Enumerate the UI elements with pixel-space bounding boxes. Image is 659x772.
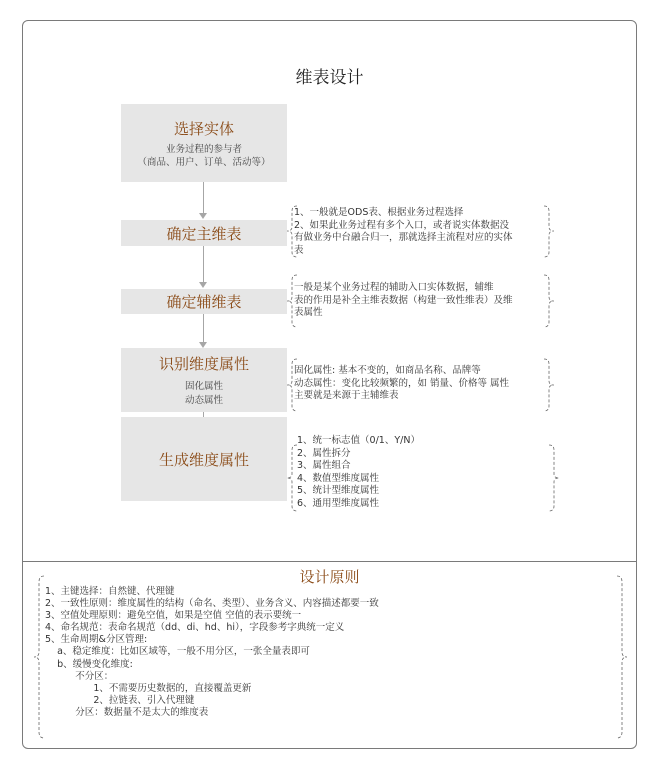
principle-line: a、稳定维度：比如区域等，一般不用分区，一张全量表即可 bbox=[45, 646, 310, 658]
step-sub: 固化属性 bbox=[184, 380, 223, 392]
step-title: 生成维度属性 bbox=[158, 450, 249, 469]
step-sub: 动态属性 bbox=[184, 394, 223, 406]
note-line: 6、通用型维度属性 bbox=[297, 497, 380, 509]
note-identify-attributes bbox=[294, 365, 509, 403]
connector-2 bbox=[203, 246, 204, 283]
note-line: 固化属性: 基本不变的，如商品名称、品牌等 bbox=[294, 365, 481, 376]
note-line: 表 bbox=[294, 244, 304, 256]
step-title: 选择实体 bbox=[173, 119, 234, 138]
step-title: 确定主维表 bbox=[166, 224, 242, 243]
principle-line: b、缓慢变化维度: bbox=[45, 658, 133, 670]
principle-line: 1、主键选择：自然键、代理键 bbox=[45, 586, 175, 597]
note-line: 1、一般就是ODS表、根据业务过程选择 bbox=[294, 207, 464, 218]
note-line: 表属性 bbox=[294, 307, 323, 318]
step-title: 确定辅维表 bbox=[166, 293, 242, 311]
note-line: 2、如果此业务过程有多个入口，或者说实体数据没 bbox=[294, 219, 510, 231]
note-line: 1、统一标志值（0/1、Y/N） bbox=[297, 435, 420, 446]
principles-list bbox=[45, 586, 379, 719]
step-main-dimension bbox=[121, 220, 287, 246]
note-line: 3、属性组合 bbox=[297, 460, 351, 471]
principle-line: 分区：数据量不是太大的维度表 bbox=[45, 706, 209, 718]
arrowhead-1 bbox=[199, 213, 207, 219]
principles-title: 设计原则 bbox=[299, 568, 360, 586]
note-line: 有做业务中台融合归一，那就选择主流程对应的实体 bbox=[294, 232, 513, 243]
connector-3 bbox=[203, 314, 204, 343]
connector-1 bbox=[203, 182, 204, 214]
note-line: 4、数值型维度属性 bbox=[297, 472, 380, 484]
principle-line: 4、命名规范：表命名规范（dd、di、hd、hi），字段参考字典统一定义 bbox=[45, 622, 345, 634]
note-aux-dimension bbox=[294, 282, 513, 320]
note-line: 一般是某个业务过程的辅助入口实体数据，辅维 bbox=[294, 282, 494, 293]
principle-line: 5、生命周期&分区管理: bbox=[45, 634, 148, 646]
step-select-entity bbox=[121, 104, 287, 182]
note-line: 2、属性拆分 bbox=[297, 447, 351, 459]
step-generate-attributes bbox=[121, 417, 287, 501]
note-line: 主要就是来源于主辅维表 bbox=[294, 390, 399, 401]
principle-line: 3、空值处理原则：避免空值，如果是空值 空值的表示要统一 bbox=[45, 610, 302, 622]
diagram-title: 维表设计 bbox=[295, 68, 364, 88]
note-line: 动态属性：变化比较频繁的，如 销量、价格等 属性 bbox=[294, 377, 510, 389]
step-aux-dimension bbox=[121, 289, 287, 314]
note-main-dimension bbox=[294, 207, 513, 257]
note-generate-attributes bbox=[297, 435, 420, 510]
step-sub: 业务过程的参与者 bbox=[165, 143, 242, 155]
note-line: 表的作用是补全主维表数据（构建一致性维表）及维 bbox=[294, 294, 513, 306]
step-title: 识别维度属性 bbox=[158, 354, 249, 373]
principle-line: 2、拉链表、引入代理键 bbox=[45, 694, 195, 706]
note-line: 5、统计型维度属性 bbox=[297, 485, 380, 496]
step-sub: （商品、用户、订单、活动等） bbox=[137, 156, 271, 168]
principle-line: 1、不需要历史数据的，直接覆盖更新 bbox=[45, 682, 252, 694]
step-identify-attributes bbox=[121, 348, 287, 412]
arrowhead-2 bbox=[199, 282, 207, 288]
section-divider bbox=[22, 561, 637, 562]
principle-line: 不分区： bbox=[45, 670, 114, 682]
principle-line: 2、一致性原则：维度属性的结构（命名、类型）、业务含义、内容描述都要一致 bbox=[45, 598, 379, 610]
